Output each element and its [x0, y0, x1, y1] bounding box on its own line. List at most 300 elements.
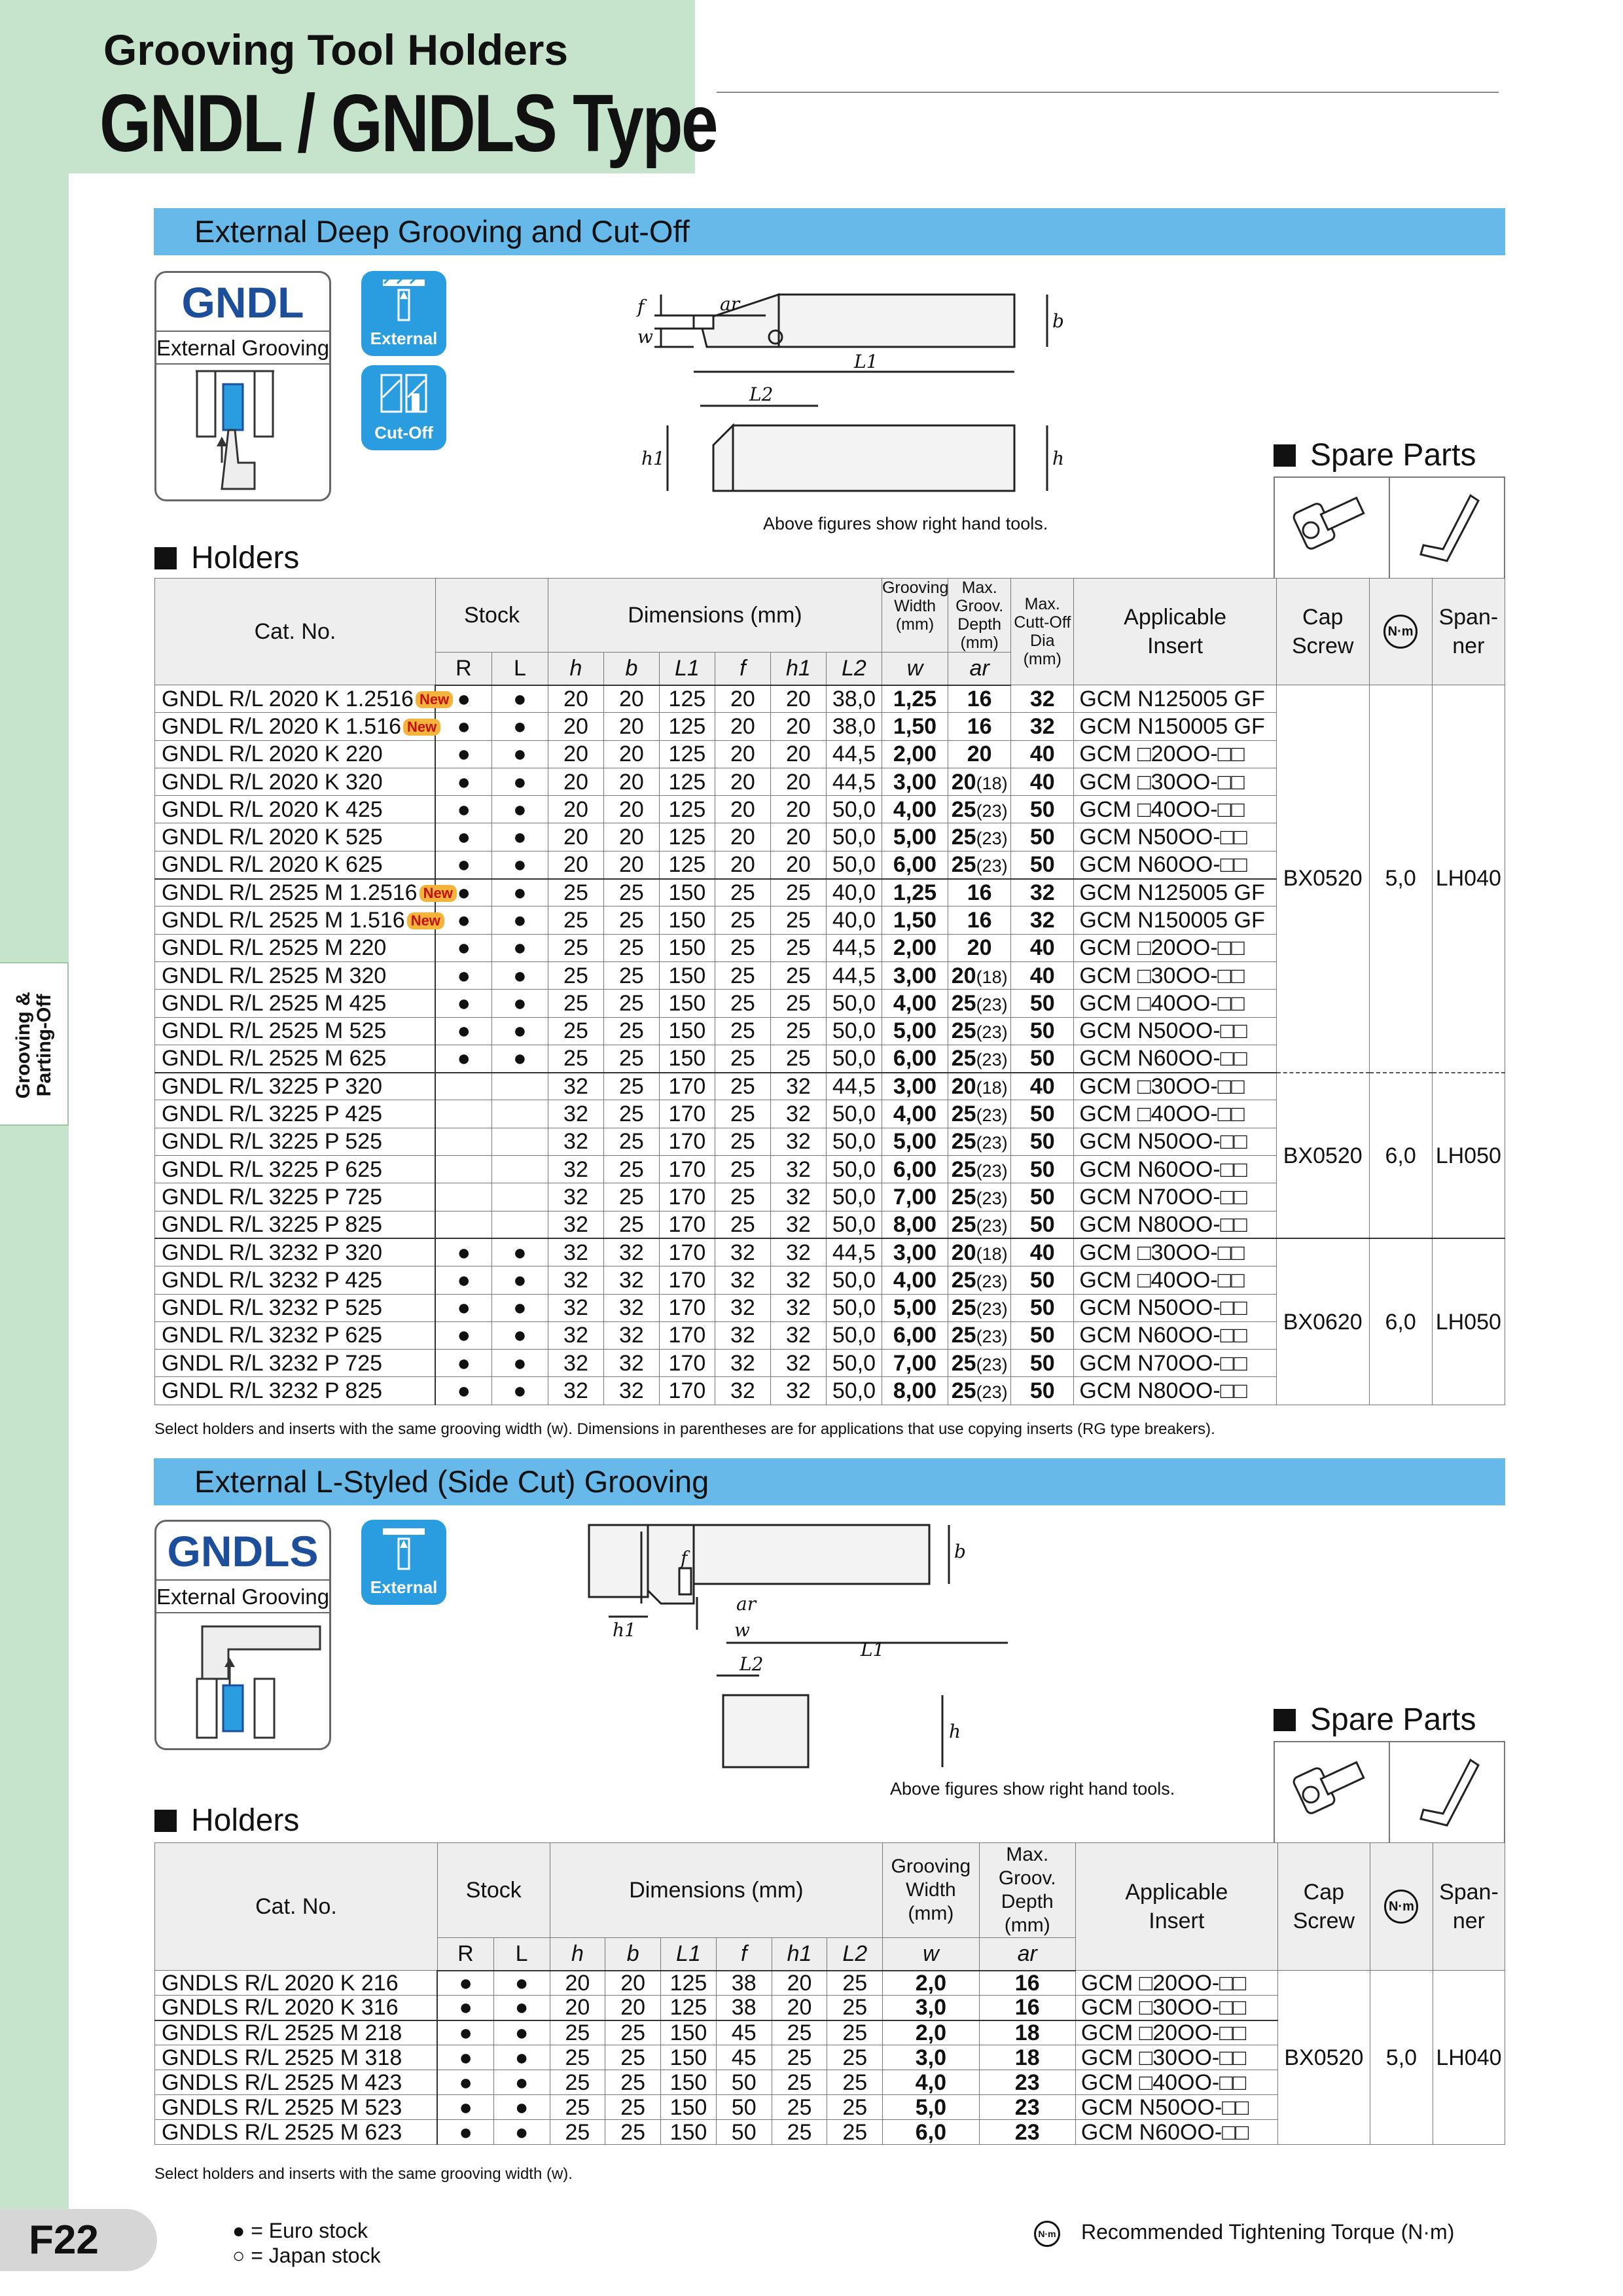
cat-no: GNDL R/L 3232 P 625: [155, 1321, 436, 1349]
cell-insert: GCM N150005 GF: [1074, 713, 1277, 740]
cell-dia: 50: [1011, 823, 1074, 851]
cell-r: ●: [437, 2020, 493, 2045]
cell-l: [491, 1128, 548, 1155]
cell-l1: 125: [659, 768, 715, 795]
cat-no: GNDL R/L 2020 K 1.516 New: [155, 713, 436, 740]
new-badge: New: [416, 691, 453, 708]
cat-no: GNDLS R/L 2525 M 423: [155, 2070, 438, 2095]
cell-ar: 16: [948, 685, 1011, 713]
cell-h: 25: [550, 2045, 605, 2070]
cell-l1: 170: [659, 1073, 715, 1100]
cell-l1: 150: [659, 879, 715, 906]
cell-l: [491, 1073, 548, 1100]
cell-r: ●: [435, 1377, 491, 1405]
cat-no: GNDLS R/L 2525 M 218: [155, 2020, 438, 2045]
cell-b: 25: [605, 2120, 661, 2145]
legend-japan: ○ = Japan stock: [232, 2244, 381, 2267]
gndls-code-label: External Grooving: [156, 1581, 329, 1613]
cell-h1: 20: [770, 740, 826, 768]
s2-col-f: f: [716, 1938, 772, 1971]
cat-no: GNDL R/L 2020 K 1.2516 New: [155, 685, 436, 713]
s2-col-cat: Cat. No.: [155, 1843, 438, 1971]
cell-l: ●: [493, 1971, 550, 1996]
s2-col-h: h: [550, 1938, 605, 1971]
s2-dim-l1: L1: [861, 1639, 885, 1660]
col-mcd: Max. Cutt-Off Dia (mm): [1011, 579, 1074, 685]
cell-l1: 170: [659, 1350, 715, 1377]
cell-h1: 25: [772, 2120, 827, 2145]
cell-h: 25: [548, 934, 603, 961]
cell-ar: 16: [948, 906, 1011, 934]
section1-bar: External Deep Grooving and Cut-Off: [154, 208, 1505, 255]
spare-screw: BX0520: [1277, 1971, 1370, 2145]
cell-l: ●: [491, 1294, 548, 1321]
cat-no: GNDL R/L 3232 P 425: [155, 1266, 436, 1294]
cell-f: 25: [715, 934, 770, 961]
cell-w: 4,00: [882, 1100, 948, 1128]
cell-b: 20: [603, 823, 659, 851]
cell-f: 25: [715, 1045, 770, 1072]
cell-l2: 38,0: [826, 713, 882, 740]
cell-b: 20: [603, 851, 659, 878]
cell-l1: 150: [659, 934, 715, 961]
cell-l: ●: [491, 1017, 548, 1045]
cell-l: [491, 1156, 548, 1183]
cell-h: 20: [548, 823, 603, 851]
dim-label-f: f: [637, 296, 645, 317]
cell-b: 25: [603, 961, 659, 989]
cell-r: ●: [435, 768, 491, 795]
cell-dia: 50: [1011, 1100, 1074, 1128]
s2-col-w: w: [883, 1938, 979, 1971]
cell-h: 25: [548, 879, 603, 906]
cell-h1: 32: [770, 1377, 826, 1405]
torque-legend-icon: N·m: [1034, 2221, 1060, 2247]
cell-l2: 25: [827, 2095, 883, 2120]
cell-h: 25: [550, 2020, 605, 2045]
cell-f: 25: [715, 1183, 770, 1211]
cell-dia: 32: [1011, 879, 1074, 906]
cell-insert: GCM N80OO-□□: [1074, 1377, 1277, 1405]
external-grooving-diagram-icon: [156, 365, 333, 502]
cell-l2: 44,5: [826, 1073, 882, 1100]
cell-w: 6,00: [882, 1045, 948, 1072]
cell-r: ●: [435, 1321, 491, 1349]
footnote-1: Select holders and inserts with the same grooving width (w). Dimensions in parentheses are for applications that use copying inserts (RG type breakers).: [154, 1420, 1215, 1438]
cell-r: [435, 1211, 491, 1238]
side-grooving-diagram-icon: [156, 1613, 333, 1751]
cell-r: ●: [435, 879, 491, 906]
cell-b: 32: [603, 1294, 659, 1321]
cell-f: 50: [716, 2120, 772, 2145]
col-f: f: [715, 653, 770, 685]
cell-l2: 50,0: [826, 1211, 882, 1238]
spare-spanner: LH040: [1432, 685, 1505, 1073]
cell-h: 32: [548, 1183, 603, 1211]
cell-f: 32: [715, 1321, 770, 1349]
cell-r: ●: [437, 1996, 493, 2020]
cell-l: ●: [491, 990, 548, 1017]
cell-dia: 50: [1011, 1350, 1074, 1377]
cell-l: ●: [493, 2070, 550, 2095]
spare-spanner: LH040: [1433, 1971, 1505, 2145]
cell-f: 25: [715, 879, 770, 906]
cell-h: 32: [548, 1156, 603, 1183]
cell-ar: 16: [979, 1971, 1075, 1996]
cell-f: 25: [715, 1156, 770, 1183]
legend-euro: ● = Euro stock: [232, 2219, 368, 2242]
cell-h1: 20: [770, 768, 826, 795]
cell-b: 25: [605, 2045, 661, 2070]
cell-r: [435, 1100, 491, 1128]
cell-f: 32: [715, 1350, 770, 1377]
spare-torque: 6,0: [1369, 1073, 1432, 1239]
cell-ar: 25(23): [948, 1017, 1011, 1045]
cell-l2: 44,5: [826, 740, 882, 768]
new-badge: New: [407, 912, 444, 929]
figure-note-1: Above figures show right hand tools.: [763, 514, 1048, 533]
cell-l2: 44,5: [826, 934, 882, 961]
cell-ar: 23: [979, 2095, 1075, 2120]
cell-b: 25: [603, 990, 659, 1017]
cell-h1: 20: [770, 851, 826, 878]
dim-label-ar: ar: [720, 293, 740, 315]
cell-h: 32: [548, 1377, 603, 1405]
page-title: GNDL / GNDLS Type: [99, 79, 717, 169]
s2-dim-b: b: [954, 1541, 966, 1562]
s2-col-gw: Grooving Width (mm): [883, 1843, 979, 1938]
cell-h1: 32: [770, 1321, 826, 1349]
cell-b: 20: [605, 1996, 661, 2020]
cell-w: 1,50: [882, 713, 948, 740]
cell-insert: GCM N125005 GF: [1074, 879, 1277, 906]
cell-h: 32: [548, 1238, 603, 1266]
cat-no: GNDL R/L 3232 P 320: [155, 1238, 436, 1266]
cell-ar: 25(23): [948, 1211, 1011, 1238]
cell-h1: 32: [770, 1100, 826, 1128]
cell-h1: 25: [770, 1017, 826, 1045]
cell-f: 25: [715, 1017, 770, 1045]
cell-l2: 50,0: [826, 990, 882, 1017]
col-gw: Grooving Width (mm): [882, 579, 948, 653]
cell-l2: 50,0: [826, 1266, 882, 1294]
cell-h: 20: [548, 768, 603, 795]
cell-r: ●: [435, 1045, 491, 1072]
cell-l1: 125: [661, 1971, 717, 1996]
cell-l: ●: [491, 740, 548, 768]
gndl-code-box: [154, 271, 331, 501]
cell-h1: 25: [770, 879, 826, 906]
cat-no: GNDL R/L 3225 P 725: [155, 1183, 436, 1211]
cell-insert: GCM N60OO-□□: [1074, 1045, 1277, 1072]
cell-ar: 20(18): [948, 1238, 1011, 1266]
cell-w: 6,00: [882, 851, 948, 878]
cell-h: 25: [550, 2120, 605, 2145]
cell-r: ●: [435, 1350, 491, 1377]
gndls-code: GNDLS: [156, 1522, 329, 1581]
spare-torque: 5,0: [1369, 685, 1432, 1073]
cell-dia: 32: [1011, 713, 1074, 740]
table-row: [155, 1971, 1505, 1996]
col-w: w: [882, 653, 948, 685]
col-h1: h1: [770, 653, 826, 685]
cell-w: 8,00: [882, 1377, 948, 1405]
cat-no: GNDL R/L 2020 K 525: [155, 823, 436, 851]
cell-b: 25: [603, 1183, 659, 1211]
cell-insert: GCM N60OO-□□: [1075, 2120, 1277, 2145]
cell-h1: 25: [772, 2070, 827, 2095]
cell-insert: GCM N60OO-□□: [1074, 851, 1277, 878]
cell-w: 2,0: [883, 2020, 979, 2045]
cell-insert: GCM □30OO-□□: [1074, 1073, 1277, 1100]
cat-no: GNDLS R/L 2020 K 316: [155, 1996, 438, 2020]
cat-no: GNDL R/L 3232 P 525: [155, 1294, 436, 1321]
cell-l: [491, 1100, 548, 1128]
cell-h1: 32: [770, 1156, 826, 1183]
cell-b: 32: [603, 1350, 659, 1377]
cell-l: ●: [491, 1350, 548, 1377]
cell-l1: 150: [661, 2045, 717, 2070]
cell-w: 6,00: [882, 1156, 948, 1183]
cell-b: 20: [603, 768, 659, 795]
cell-f: 25: [715, 1073, 770, 1100]
cell-ar: 25(23): [948, 1156, 1011, 1183]
cell-r: ●: [435, 685, 491, 713]
cell-w: 3,0: [883, 2045, 979, 2070]
col-mgd: Max. Groov. Depth (mm): [948, 579, 1011, 653]
cell-l2: 50,0: [826, 851, 882, 878]
cell-l: ●: [493, 1996, 550, 2020]
s2-dim-l2: L2: [740, 1653, 764, 1675]
cell-w: 1,50: [882, 906, 948, 934]
cell-l: ●: [491, 685, 548, 713]
cat-no: GNDLS R/L 2525 M 523: [155, 2095, 438, 2120]
col-stock: Stock: [435, 579, 548, 653]
legend-torque: Recommended Tightening Torque (N·m): [1081, 2220, 1455, 2244]
cell-l: ●: [491, 1321, 548, 1349]
cell-dia: 40: [1011, 1073, 1074, 1100]
cell-b: 25: [605, 2070, 661, 2095]
cell-insert: GCM N70OO-□□: [1074, 1183, 1277, 1211]
cell-ar: 25(23): [948, 1266, 1011, 1294]
cut-off-label: Cut-Off: [374, 423, 433, 442]
cell-f: 20: [715, 685, 770, 713]
cell-w: 5,00: [882, 823, 948, 851]
cat-no: GNDL R/L 2525 M 625: [155, 1045, 436, 1072]
s2-col-b: b: [605, 1938, 661, 1971]
cell-ar: 16: [979, 1996, 1075, 2020]
cell-insert: GCM N50OO-□□: [1074, 1128, 1277, 1155]
dim-label-w: w: [637, 326, 653, 348]
cell-f: 32: [715, 1377, 770, 1405]
cell-r: ●: [435, 1294, 491, 1321]
side-strip: [0, 173, 69, 2209]
cell-w: 4,00: [882, 990, 948, 1017]
cell-l1: 170: [659, 1211, 715, 1238]
page-subtitle: Grooving Tool Holders: [103, 26, 569, 74]
footnote-2: Select holders and inserts with the same grooving width (w).: [154, 2165, 573, 2183]
cell-l2: 50,0: [826, 1156, 882, 1183]
cat-no: GNDL R/L 2525 M 525: [155, 1017, 436, 1045]
cell-l: ●: [491, 823, 548, 851]
cell-ar: 16: [948, 713, 1011, 740]
spare-torque: 5,0: [1370, 1971, 1433, 2145]
cell-insert: GCM □40OO-□□: [1074, 990, 1277, 1017]
cell-h1: 32: [770, 1266, 826, 1294]
s2-col-r: R: [437, 1938, 493, 1971]
cell-r: ●: [435, 990, 491, 1017]
cell-l1: 150: [659, 961, 715, 989]
cell-ar: 20: [948, 740, 1011, 768]
cell-b: 25: [603, 1156, 659, 1183]
cell-dia: 40: [1011, 740, 1074, 768]
cell-insert: GCM □40OO-□□: [1074, 796, 1277, 823]
cell-h1: 20: [772, 1971, 827, 1996]
side-tab[interactable]: [0, 962, 69, 1126]
cell-l2: 50,0: [826, 796, 882, 823]
external-badge-2: [361, 1520, 446, 1605]
cell-l: ●: [493, 2020, 550, 2045]
cell-h1: 25: [770, 990, 826, 1017]
cell-f: 32: [715, 1266, 770, 1294]
spanner-icon-2: [1408, 1753, 1486, 1832]
cell-l2: 38,0: [826, 685, 882, 713]
cell-h: 25: [548, 1017, 603, 1045]
cut-off-badge: [361, 365, 446, 450]
cell-f: 25: [715, 1211, 770, 1238]
cell-dia: 50: [1011, 1017, 1074, 1045]
cat-no: GNDL R/L 2020 K 625: [155, 851, 436, 878]
s2-col-dims: Dimensions (mm): [550, 1843, 883, 1938]
col-b: b: [603, 653, 659, 685]
cell-l2: 50,0: [826, 1321, 882, 1349]
cell-w: 1,25: [882, 685, 948, 713]
cell-insert: GCM □30OO-□□: [1074, 1238, 1277, 1266]
cell-r: ●: [437, 2045, 493, 2070]
cell-f: 45: [716, 2045, 772, 2070]
cat-no: GNDLS R/L 2525 M 318: [155, 2045, 438, 2070]
gndl-code-label: External Grooving: [156, 332, 329, 365]
cell-h: 20: [550, 1996, 605, 2020]
cell-h: 32: [548, 1100, 603, 1128]
cat-no: GNDL R/L 3225 P 425: [155, 1100, 436, 1128]
cell-b: 25: [605, 2020, 661, 2045]
cell-f: 20: [715, 823, 770, 851]
cell-w: 7,00: [882, 1183, 948, 1211]
cell-r: ●: [435, 851, 491, 878]
cell-l2: 25: [827, 2070, 883, 2095]
cell-h: 20: [548, 713, 603, 740]
cell-ar: 25(23): [948, 1128, 1011, 1155]
cell-ar: 25(23): [948, 1377, 1011, 1405]
cell-f: 25: [715, 961, 770, 989]
cell-f: 45: [716, 2020, 772, 2045]
cat-no: GNDL R/L 2525 M 425: [155, 990, 436, 1017]
cell-b: 25: [603, 934, 659, 961]
cell-r: ●: [435, 823, 491, 851]
cell-h1: 20: [770, 685, 826, 713]
cell-w: 5,0: [883, 2095, 979, 2120]
gndls-code-box: [154, 1520, 331, 1750]
cell-h: 25: [548, 990, 603, 1017]
table-row: [155, 1073, 1505, 1100]
s2-col-mgd: Max. Groov. Depth (mm): [979, 1843, 1075, 1938]
cell-insert: GCM □40OO-□□: [1074, 1100, 1277, 1128]
cell-r: ●: [437, 1971, 493, 1996]
cat-no: GNDL R/L 2525 M 1.516 New: [155, 906, 436, 934]
cell-l2: 44,5: [826, 961, 882, 989]
cell-f: 25: [715, 906, 770, 934]
table-row: [155, 685, 1505, 713]
cat-no: GNDL R/L 2525 M 320: [155, 961, 436, 989]
cell-ar: 23: [979, 2120, 1075, 2145]
cell-r: [435, 1073, 491, 1100]
spare-parts-title-1: Spare Parts: [1274, 437, 1476, 473]
cell-l: [491, 1183, 548, 1211]
cell-w: 7,00: [882, 1350, 948, 1377]
cell-l1: 170: [659, 1100, 715, 1128]
s2-col-ar: ar: [979, 1938, 1075, 1971]
cell-l1: 170: [659, 1183, 715, 1211]
col-insert: Applicable Insert: [1074, 579, 1277, 685]
cell-l: ●: [491, 906, 548, 934]
cell-l: ●: [491, 961, 548, 989]
cell-dia: 50: [1011, 1156, 1074, 1183]
cell-h: 25: [550, 2095, 605, 2120]
cell-l1: 125: [659, 796, 715, 823]
cell-l2: 50,0: [826, 1100, 882, 1128]
cell-b: 20: [603, 796, 659, 823]
cell-f: 20: [715, 740, 770, 768]
cell-h: 20: [548, 740, 603, 768]
cat-no: GNDL R/L 2525 M 220: [155, 934, 436, 961]
cell-ar: 25(23): [948, 796, 1011, 823]
cat-no: GNDL R/L 3225 P 825: [155, 1211, 436, 1238]
cell-l2: 50,0: [826, 1294, 882, 1321]
s2-dim-h1: h1: [613, 1619, 636, 1641]
new-badge: New: [419, 885, 457, 902]
cell-h1: 20: [770, 796, 826, 823]
cell-l: ●: [491, 796, 548, 823]
cell-ar: 20(18): [948, 961, 1011, 989]
gndls-table: [154, 1842, 1505, 2145]
cell-h: 32: [548, 1073, 603, 1100]
cell-l1: 170: [659, 1266, 715, 1294]
cell-ar: 25(23): [948, 1045, 1011, 1072]
cell-insert: GCM □20OO-□□: [1075, 1971, 1277, 1996]
cell-l1: 125: [659, 685, 715, 713]
s2-col-l2: L2: [827, 1938, 883, 1971]
s2-dim-w: w: [734, 1619, 750, 1641]
cell-h1: 20: [772, 1996, 827, 2020]
cat-no: GNDL R/L 2020 K 220: [155, 740, 436, 768]
cell-h1: 32: [770, 1183, 826, 1211]
gndl-dimension-drawing: [628, 275, 1073, 517]
cell-l2: 25: [827, 2045, 883, 2070]
cell-insert: GCM N60OO-□□: [1074, 1321, 1277, 1349]
cell-f: 20: [715, 796, 770, 823]
cell-l1: 150: [659, 906, 715, 934]
cell-r: ●: [435, 961, 491, 989]
cell-w: 3,00: [882, 1073, 948, 1100]
cell-h: 32: [548, 1350, 603, 1377]
cell-l2: 50,0: [826, 1377, 882, 1405]
cell-h1: 32: [770, 1128, 826, 1155]
cell-insert: GCM □20OO-□□: [1075, 2020, 1277, 2045]
cell-ar: 25(23): [948, 851, 1011, 878]
torque-icon-2: N·m: [1384, 1890, 1418, 1924]
col-ar: ar: [948, 653, 1011, 685]
